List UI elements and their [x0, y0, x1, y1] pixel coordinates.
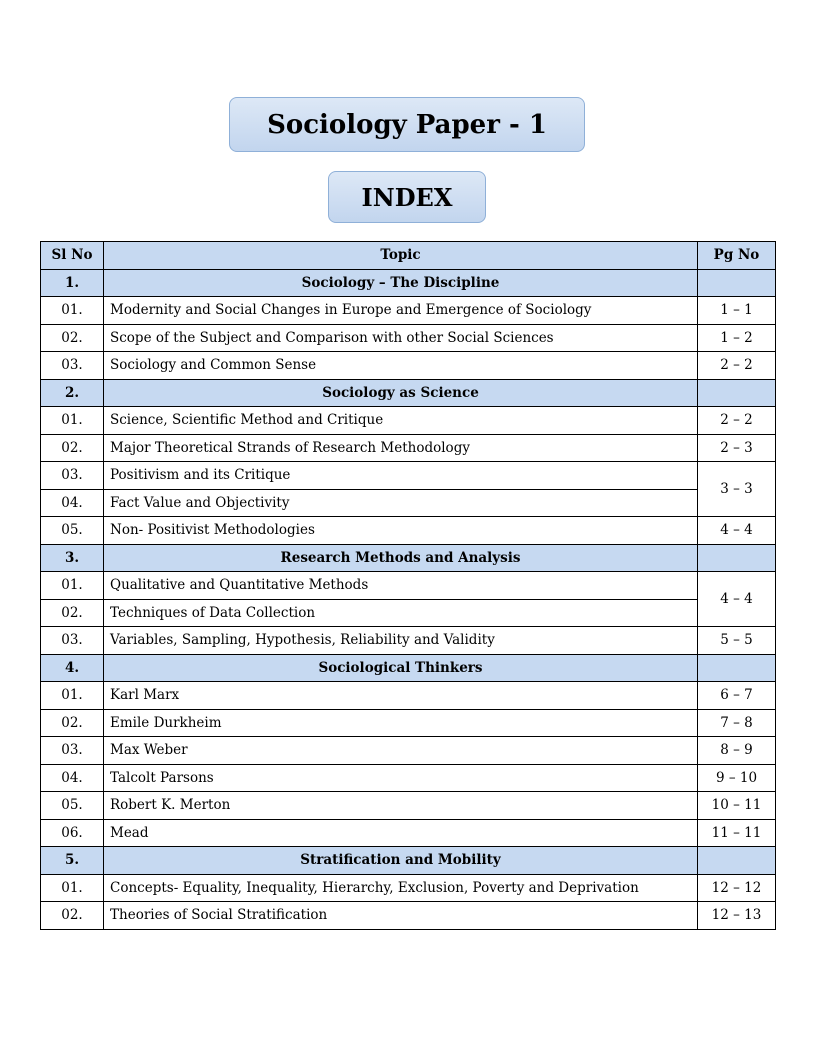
- row-sl: 01.: [41, 682, 104, 710]
- table-row: [41, 627, 776, 655]
- row-topic: Karl Marx: [104, 682, 698, 710]
- table-row: [41, 792, 776, 820]
- row-pg: 9 – 10: [698, 764, 776, 792]
- section-pg: [698, 847, 776, 875]
- row-sl: 02.: [41, 434, 104, 462]
- section-pg: [698, 269, 776, 297]
- row-pg: 2 – 3: [698, 434, 776, 462]
- table-row: [41, 324, 776, 352]
- table-row: [41, 764, 776, 792]
- row-pg: 4 – 4: [698, 517, 776, 545]
- row-topic: Fact Value and Objectivity: [104, 489, 698, 517]
- row-topic: Scope of the Subject and Comparison with other Social Sciences: [104, 324, 698, 352]
- row-sl: 02.: [41, 902, 104, 930]
- section-title: Sociological Thinkers: [104, 654, 698, 682]
- section-pg: [698, 544, 776, 572]
- index-table: [40, 241, 776, 930]
- section-row: [41, 269, 776, 297]
- row-sl: 01.: [41, 874, 104, 902]
- row-pg: 3 – 3: [698, 462, 776, 517]
- row-sl: 01.: [41, 407, 104, 435]
- row-pg: 2 – 2: [698, 407, 776, 435]
- table-row: [41, 462, 776, 490]
- row-pg: 4 – 4: [698, 572, 776, 627]
- section-row: [41, 847, 776, 875]
- table-row: [41, 902, 776, 930]
- row-sl: 06.: [41, 819, 104, 847]
- table-row: [41, 489, 776, 517]
- table-row: [41, 297, 776, 325]
- row-pg: 12 – 13: [698, 902, 776, 930]
- header-pg-no: Pg No: [698, 242, 776, 270]
- row-pg: 5 – 5: [698, 627, 776, 655]
- section-number: 5.: [41, 847, 104, 875]
- section-number: 1.: [41, 269, 104, 297]
- row-sl: 01.: [41, 572, 104, 600]
- row-topic: Techniques of Data Collection: [104, 599, 698, 627]
- row-topic: Sociology and Common Sense: [104, 352, 698, 380]
- row-pg: 10 – 11: [698, 792, 776, 820]
- row-topic: Emile Durkheim: [104, 709, 698, 737]
- table-row: [41, 709, 776, 737]
- index-heading: INDEX: [328, 171, 486, 223]
- row-topic: Modernity and Social Changes in Europe and Emergence of Sociology: [104, 297, 698, 325]
- header-topic: Topic: [104, 242, 698, 270]
- row-sl: 03.: [41, 737, 104, 765]
- page-title: Sociology Paper - 1: [229, 97, 585, 152]
- row-sl: 02.: [41, 599, 104, 627]
- row-pg: 1 – 2: [698, 324, 776, 352]
- table-header-row: [41, 242, 776, 270]
- row-sl: 01.: [41, 297, 104, 325]
- row-sl: 02.: [41, 709, 104, 737]
- section-number: 2.: [41, 379, 104, 407]
- row-topic: Variables, Sampling, Hypothesis, Reliability and Validity: [104, 627, 698, 655]
- section-title: Stratification and Mobility: [104, 847, 698, 875]
- row-topic: Robert K. Merton: [104, 792, 698, 820]
- section-pg: [698, 654, 776, 682]
- row-topic: Talcolt Parsons: [104, 764, 698, 792]
- row-pg: 12 – 12: [698, 874, 776, 902]
- table-row: [41, 572, 776, 600]
- row-topic: Max Weber: [104, 737, 698, 765]
- row-topic: Mead: [104, 819, 698, 847]
- section-row: [41, 544, 776, 572]
- row-sl: 02.: [41, 324, 104, 352]
- table-row: [41, 407, 776, 435]
- row-pg: 8 – 9: [698, 737, 776, 765]
- row-topic: Positivism and its Critique: [104, 462, 698, 490]
- section-title: Sociology as Science: [104, 379, 698, 407]
- table-row: [41, 517, 776, 545]
- section-number: 3.: [41, 544, 104, 572]
- table-row: [41, 682, 776, 710]
- row-pg: 7 – 8: [698, 709, 776, 737]
- table-row: [41, 737, 776, 765]
- row-sl: 03.: [41, 352, 104, 380]
- table-row: [41, 819, 776, 847]
- row-sl: 05.: [41, 517, 104, 545]
- row-topic: Qualitative and Quantitative Methods: [104, 572, 698, 600]
- row-sl: 04.: [41, 764, 104, 792]
- section-title: Research Methods and Analysis: [104, 544, 698, 572]
- section-number: 4.: [41, 654, 104, 682]
- row-topic: Non- Positivist Methodologies: [104, 517, 698, 545]
- table-row: [41, 352, 776, 380]
- section-row: [41, 379, 776, 407]
- row-sl: 03.: [41, 462, 104, 490]
- header-sl-no: Sl No: [41, 242, 104, 270]
- row-topic: Theories of Social Stratification: [104, 902, 698, 930]
- section-title: Sociology – The Discipline: [104, 269, 698, 297]
- row-topic: Science, Scientific Method and Critique: [104, 407, 698, 435]
- row-sl: 05.: [41, 792, 104, 820]
- row-sl: 04.: [41, 489, 104, 517]
- row-pg: 11 – 11: [698, 819, 776, 847]
- row-pg: 6 – 7: [698, 682, 776, 710]
- row-sl: 03.: [41, 627, 104, 655]
- row-pg: 1 – 1: [698, 297, 776, 325]
- section-row: [41, 654, 776, 682]
- section-pg: [698, 379, 776, 407]
- table-row: [41, 874, 776, 902]
- row-topic: Major Theoretical Strands of Research Methodology: [104, 434, 698, 462]
- row-pg: 2 – 2: [698, 352, 776, 380]
- table-row: [41, 599, 776, 627]
- table-row: [41, 434, 776, 462]
- row-topic: Concepts- Equality, Inequality, Hierarchy, Exclusion, Poverty and Deprivation: [104, 874, 698, 902]
